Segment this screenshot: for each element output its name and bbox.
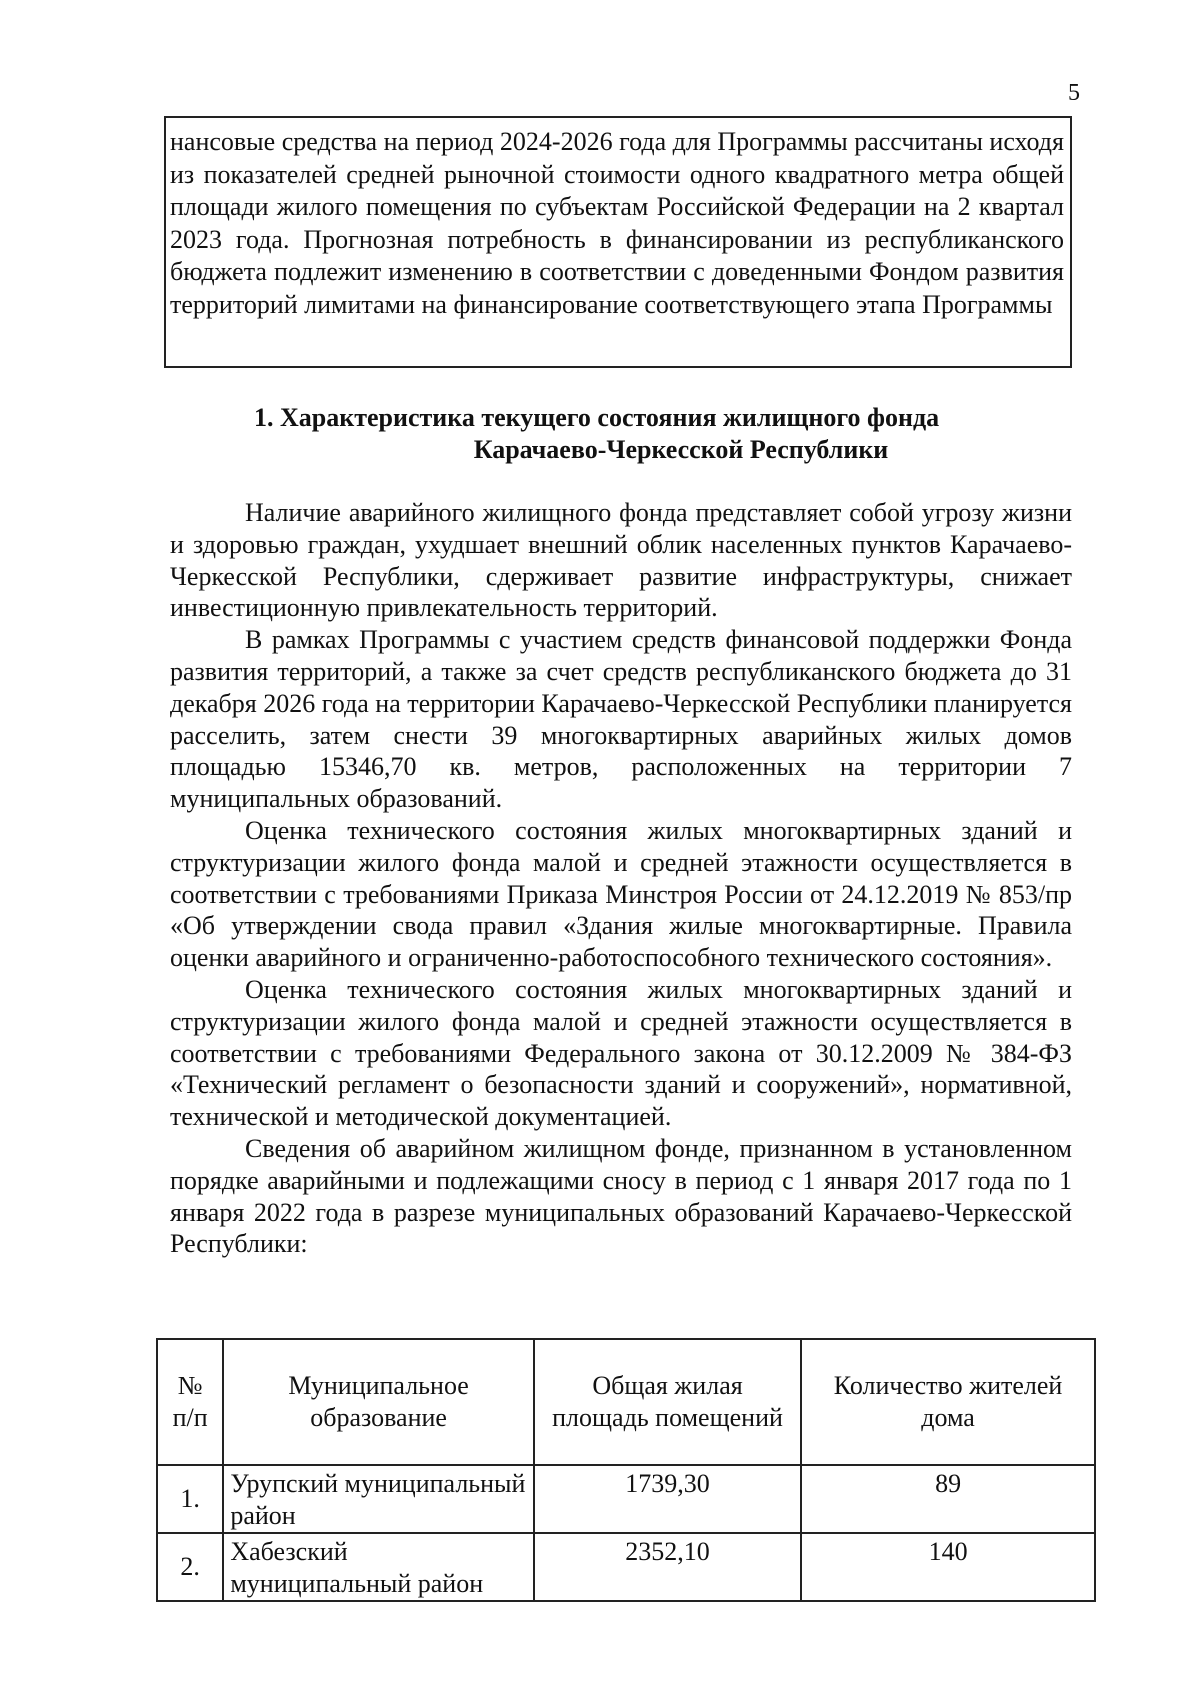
cell-municipality: Урупский муниципальный район bbox=[223, 1465, 534, 1533]
section-body bbox=[170, 497, 1072, 1260]
section-heading-line2: Карачаево-Черкесской Республики bbox=[473, 435, 889, 464]
section-heading-line1: 1. Характеристика текущего состояния жилищного фонда bbox=[254, 403, 940, 432]
paragraph: Наличие аварийного жилищного фонда представляет собой угрозу жизни и здоровью граждан, ухудшает внешний облик населенных пунктов Карачаево-Черкесской Республики, сдерживает развитие инфраструктуры, снижает инвестиционную привлекательность территорий. bbox=[170, 498, 1072, 623]
table-row bbox=[157, 1465, 1095, 1533]
paragraph: Сведения об аварийном жилищном фонде, признанном в установленном порядке аварийными и подлежащими сносу в период с 1 января 2017 года по 1 января 2022 года в разрезе муниципальных образований Карачаево-Черкесской Республики: bbox=[170, 1133, 1072, 1259]
cell-residents: 140 bbox=[801, 1533, 1095, 1601]
cell-number: 1. bbox=[157, 1465, 223, 1533]
cell-number: 2. bbox=[157, 1533, 223, 1601]
cell-area: 1739,30 bbox=[534, 1465, 801, 1533]
header-residents: Количество жителей дома bbox=[801, 1339, 1095, 1465]
table-row bbox=[157, 1533, 1095, 1601]
table-header-row bbox=[157, 1339, 1095, 1465]
paragraph: Оценка технического состояния жилых многоквартирных зданий и структуризации жилого фонда малой и средней этажности осуществляется в соответствии с требованиями Федерального закона от 30.12.2009 № 384-ФЗ «Технический регламент о безопасности зданий и сооружений», нормативной, технической и методической документацией. bbox=[170, 974, 1072, 1132]
header-number: № п/п bbox=[157, 1339, 223, 1465]
page-number: 5 bbox=[1068, 80, 1080, 106]
cell-residents: 89 bbox=[801, 1465, 1095, 1533]
header-municipality: Муниципальное образование bbox=[223, 1339, 534, 1465]
boxed-note bbox=[164, 116, 1072, 368]
header-area: Общая жилая площадь помещений bbox=[534, 1339, 801, 1465]
boxed-note-text: нансовые средства на период 2024-2026 года для Программы рассчитаны исходя из показателей средней рыночной стоимости одного квадратного метра общей площади жилого помещения по субъектам Российской Федерации на 2 квартал 2023 года. Прогнозная потребность в финансировании из республиканского бюджета подлежит изменению в соответствии с доведенными Фондом развития территорий лимитами на финансирование соответствующего этапа Программы bbox=[170, 127, 1064, 319]
emergency-housing-table bbox=[156, 1338, 1096, 1602]
cell-municipality: Хабезский муниципальный район bbox=[223, 1533, 534, 1601]
paragraph: В рамках Программы с участием средств финансовой поддержки Фонда развития территорий, а также за счет средств республиканского бюджета до 31 декабря 2026 года на территории Карачаево-Черкесской Республики планируется расселить, затем снести 39 многоквартирных аварийных жилых домов площадью 15346,70 кв. метров, расположенных на территории 7 муниципальных образований. bbox=[170, 625, 1072, 814]
paragraph: Оценка технического состояния жилых многоквартирных зданий и структуризации жилого фонда малой и средней этажности осуществляется в соответствии с требованиями Приказа Минстроя России от 24.12.2019 № 853/пр «Об утверждении свода правил «Здания жилые многоквартирные. Правила оценки аварийного и ограниченно-работоспособного технического состояния». bbox=[170, 815, 1072, 973]
cell-area: 2352,10 bbox=[534, 1533, 801, 1601]
section-heading bbox=[164, 402, 1068, 466]
